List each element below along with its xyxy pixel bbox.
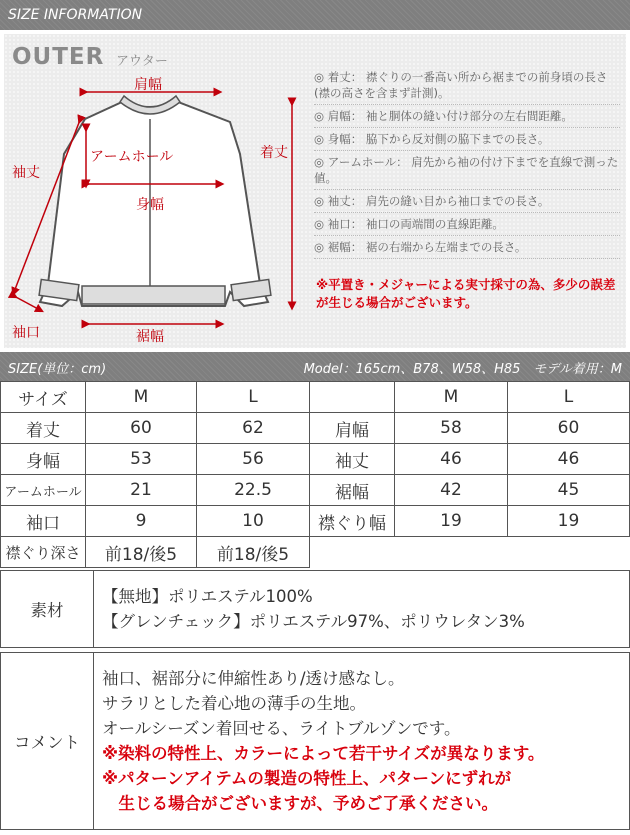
material-line: 【グレンチェック】ポリエステル97%、ポリウレタン3% — [102, 612, 525, 631]
cell-value: 10 — [197, 506, 310, 537]
label-body: 身幅 — [136, 197, 164, 213]
table-header-cell: M — [395, 382, 508, 413]
cell-value: 前18/後5 — [86, 537, 197, 568]
table-header-cell — [310, 382, 395, 413]
row-label: 身幅 — [1, 444, 86, 475]
label-hem: 裾幅 — [136, 329, 164, 345]
size-table — [0, 381, 630, 568]
model-info: Model：165cm、B78、W58、H85 モデル着用：M — [303, 361, 622, 377]
row-label: 着丈 — [1, 413, 86, 444]
material-label: 素材 — [1, 571, 94, 648]
row-label: 襟ぐり深さ — [1, 537, 86, 568]
comment-warning: ※パターンアイテムの製造の特性上、パターンにずれが — [102, 769, 512, 788]
cell-value: 60 — [86, 413, 197, 444]
row-label: 襟ぐり幅 — [310, 506, 395, 537]
comment-line: 袖口、裾部分に伸縮性あり/透け感なし。 — [102, 669, 405, 688]
measurement-notes — [314, 66, 620, 259]
cell-value: 45 — [508, 475, 630, 506]
label-length: 着丈 — [260, 145, 288, 161]
cell-value: 58 — [395, 413, 508, 444]
note-cuff: ◎ 袖口： 袖口の両端間の直線距離。 — [314, 213, 620, 236]
material-table — [0, 570, 630, 648]
note-body: ◎ 身幅： 脇下から反対側の脇下までの長さ。 — [314, 128, 620, 151]
table-row — [1, 444, 630, 475]
cell-value: 60 — [508, 413, 630, 444]
size-information-header — [0, 0, 630, 30]
note-sleeve: ◎ 袖丈： 肩先の縫い目から袖口までの長さ。 — [314, 190, 620, 213]
cell-value: 9 — [86, 506, 197, 537]
table-row — [1, 506, 630, 537]
table-row — [1, 413, 630, 444]
comment-warning: 生じる場合がございますが、予めご了承ください。 — [102, 794, 498, 813]
outer-subtitle: アウター — [116, 54, 168, 69]
label-sleeve: 袖丈 — [12, 165, 40, 181]
note-hem: ◎ 裾幅： 裾の右端から左端までの長さ。 — [314, 236, 620, 259]
comment-label: コメント — [1, 653, 94, 830]
size-unit-label: SIZE(単位：cm) — [8, 361, 107, 377]
size-information-title: SIZE INFORMATION — [8, 7, 143, 23]
table-header-cell: M — [86, 382, 197, 413]
table-header-cell: L — [197, 382, 310, 413]
row-label: アームホール — [1, 475, 86, 506]
label-armhole: アームホール — [90, 149, 174, 165]
empty-cell — [310, 537, 630, 568]
comment-line: オールシーズン着回せる、ライトブルゾンです。 — [102, 719, 461, 738]
material-content — [94, 571, 630, 648]
comment-warning: ※染料の特性上、カラーによって若干サイズが異なります。 — [102, 744, 545, 763]
row-label: 袖丈 — [310, 444, 395, 475]
cell-value: 62 — [197, 413, 310, 444]
size-table-header — [0, 352, 630, 382]
cell-value: 53 — [86, 444, 197, 475]
table-header-cell: サイズ — [1, 382, 86, 413]
cell-value: 19 — [395, 506, 508, 537]
material-line: 【無地】ポリエステル100% — [102, 587, 313, 606]
measurement-warning: ※平置き・メジャーによる実寸採寸の為、多少の誤差が生じる場合がございます。 — [316, 277, 616, 310]
comment-line: サラリとした着心地の薄手の生地。 — [102, 694, 366, 713]
cell-value: 19 — [508, 506, 630, 537]
outer-title: OUTER — [12, 44, 105, 70]
note-shoulder: ◎ 肩幅： 袖と胴体の縫い付け部分の左右間距離。 — [314, 105, 620, 128]
row-label: 袖口 — [1, 506, 86, 537]
label-shoulder: 肩幅 — [134, 77, 162, 93]
cell-value: 46 — [395, 444, 508, 475]
note-armhole: ◎ アームホール： 肩先から袖の付け下までを直線で測った値。 — [314, 151, 620, 190]
comment-table — [0, 652, 630, 830]
cell-value: 42 — [395, 475, 508, 506]
label-cuff: 袖口 — [12, 325, 40, 341]
row-label: 肩幅 — [310, 413, 395, 444]
table-row — [1, 475, 630, 506]
cell-value: 21 — [86, 475, 197, 506]
cell-value: 46 — [508, 444, 630, 475]
cell-value: 前18/後5 — [197, 537, 310, 568]
table-header-row — [1, 382, 630, 413]
table-header-cell: L — [508, 382, 630, 413]
note-length: ◎ 着丈： 襟ぐりの一番高い所から裾までの前身頃の長さ(襟の高さを含まず計測)。 — [314, 66, 620, 105]
row-label: 裾幅 — [310, 475, 395, 506]
comment-content — [94, 653, 630, 830]
cell-value: 56 — [197, 444, 310, 475]
cell-value: 22.5 — [197, 475, 310, 506]
table-row-neck-depth — [1, 537, 630, 568]
